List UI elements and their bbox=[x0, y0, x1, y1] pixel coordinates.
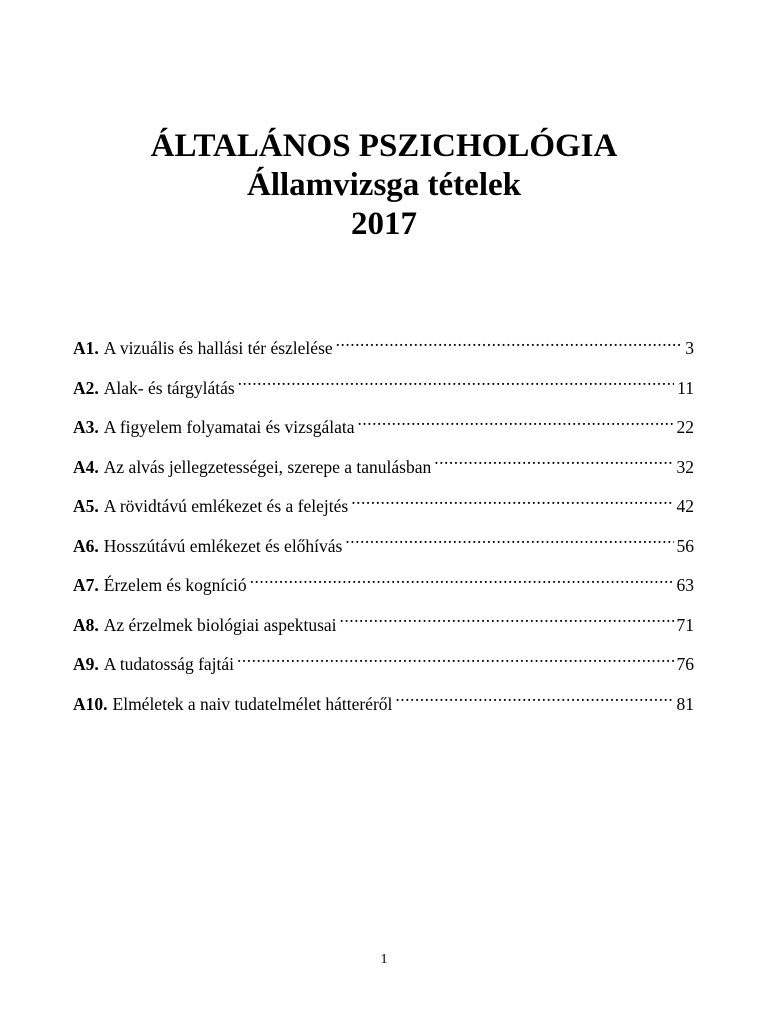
toc-entry-page: 76 bbox=[676, 654, 694, 674]
toc-entry[interactable] bbox=[73, 524, 694, 564]
page-number: 1 bbox=[380, 952, 388, 967]
toc-entry-title: A tudatosság fajtái bbox=[103, 654, 235, 674]
toc-entry[interactable] bbox=[73, 563, 694, 603]
toc-dot-leader bbox=[358, 405, 674, 433]
toc-entry-number: A6. bbox=[73, 535, 99, 556]
toc-entry-number: A5. bbox=[73, 496, 99, 516]
toc-entry[interactable] bbox=[73, 366, 694, 406]
toc-entry-page: 32 bbox=[676, 456, 694, 477]
toc-entry-page: 71 bbox=[676, 614, 694, 635]
toc-entry-number: A10. bbox=[73, 693, 108, 714]
toc-entry-page: 3 bbox=[685, 338, 694, 358]
toc-entry-number: A9. bbox=[73, 654, 99, 674]
toc-entry-number: A1. bbox=[73, 338, 99, 358]
toc-entry-number: A2. bbox=[73, 377, 99, 398]
toc-entry[interactable] bbox=[73, 642, 694, 682]
toc-entry[interactable] bbox=[73, 603, 694, 643]
title-line-subtitle: Államvizsga tételek bbox=[246, 167, 521, 203]
toc-dot-leader bbox=[351, 484, 673, 512]
toc-entry-title: A figyelem folyamatai és vizsgálata bbox=[103, 417, 355, 437]
toc-entry-page: 81 bbox=[676, 693, 694, 714]
toc-entry-title: Alak- és tárgylátás bbox=[103, 377, 235, 398]
toc-entry-title: Érzelem és kogníció bbox=[103, 575, 247, 595]
toc-entry-title: A vizuális és hallási tér észlelése bbox=[103, 338, 333, 358]
toc-entry-title: Elméletek a naiv tudatelmélet hátteréről bbox=[112, 693, 393, 714]
toc-entry-title: Az alvás jellegzetességei, szerepe a tanulásban bbox=[103, 456, 432, 477]
toc-dot-leader bbox=[340, 603, 674, 631]
toc-dot-leader bbox=[434, 445, 673, 473]
document-title bbox=[0, 127, 768, 244]
toc-dot-leader bbox=[336, 326, 683, 354]
toc-entry-page: 22 bbox=[676, 417, 694, 437]
toc-dot-leader bbox=[395, 682, 673, 710]
toc-entry[interactable] bbox=[73, 484, 694, 524]
table-of-contents bbox=[73, 326, 694, 721]
toc-entry-page: 56 bbox=[676, 535, 694, 556]
toc-entry[interactable] bbox=[73, 445, 694, 485]
title-line-year: 2017 bbox=[351, 206, 417, 242]
toc-entry-number: A4. bbox=[73, 456, 99, 477]
toc-entry-number: A8. bbox=[73, 614, 99, 635]
toc-entry-page: 11 bbox=[677, 377, 694, 398]
toc-dot-leader bbox=[250, 563, 674, 591]
toc-entry-title: A rövidtávú emlékezet és a felejtés bbox=[103, 496, 349, 516]
toc-dot-leader bbox=[345, 524, 673, 552]
toc-entry[interactable] bbox=[73, 682, 694, 722]
title-line-main: ÁLTALÁNOS PSZICHOLÓGIA bbox=[150, 128, 618, 164]
toc-dot-leader bbox=[237, 642, 673, 670]
toc-entry-title: Az érzelmek biológiai aspektusai bbox=[103, 614, 337, 635]
toc-entry-page: 42 bbox=[676, 496, 694, 516]
toc-entry-number: A3. bbox=[73, 417, 99, 437]
toc-dot-leader bbox=[238, 366, 674, 394]
toc-entry[interactable] bbox=[73, 405, 694, 445]
toc-entry-number: A7. bbox=[73, 575, 99, 595]
toc-entry-title: Hosszútávú emlékezet és előhívás bbox=[103, 535, 343, 556]
toc-entry[interactable] bbox=[73, 326, 694, 366]
toc-entry-page: 63 bbox=[676, 575, 694, 595]
